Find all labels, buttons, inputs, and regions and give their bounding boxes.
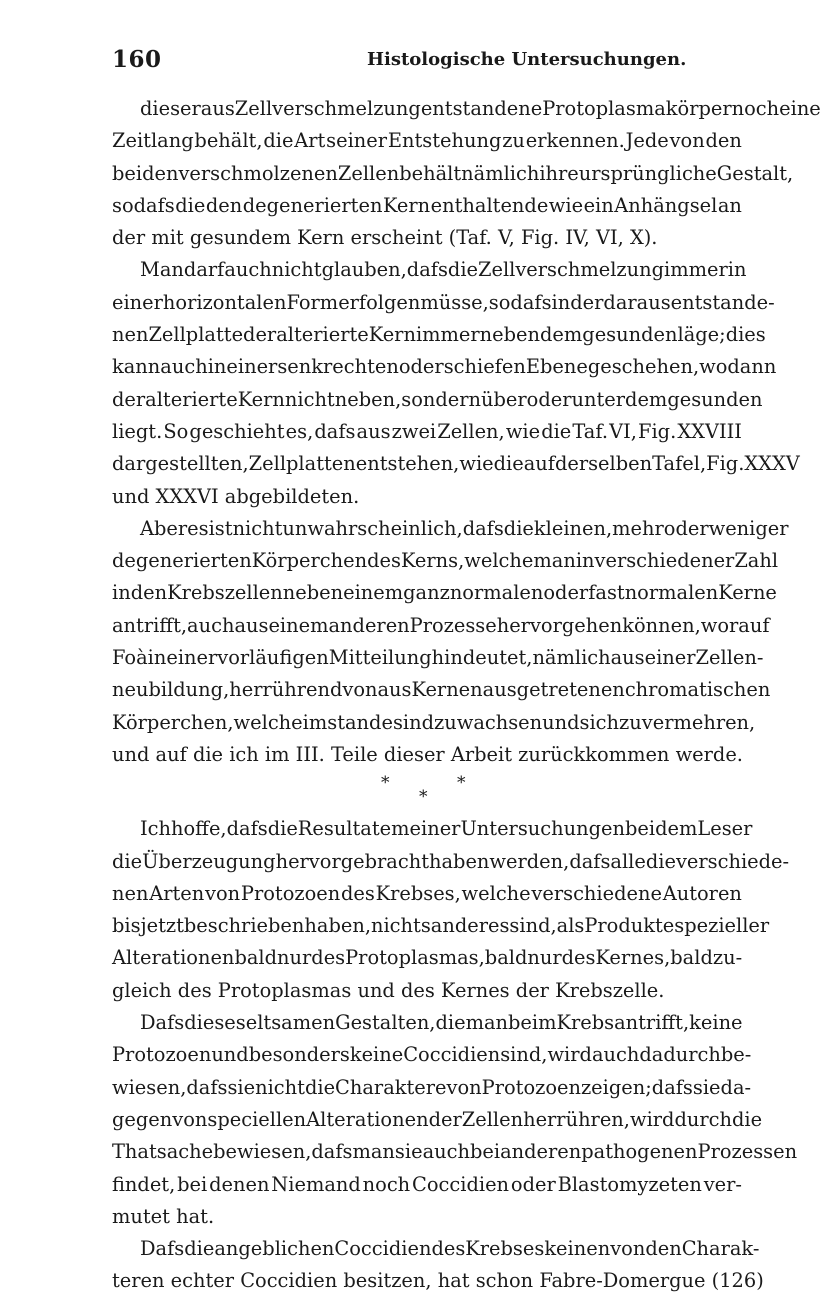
text-line: sodafs die den degenerierten Kern enthaltende wie ein Anhängsel an	[112, 193, 742, 217]
text-line: die Überzeugung hervorgebracht haben werden, dafs alle die verschiede-	[112, 849, 790, 873]
text-line: Man darf auch nicht glauben, dafs die Zellverschmelzung immer in	[140, 258, 747, 282]
asterisk-mark: *	[381, 773, 390, 794]
text-line: Zeitlang behält, die Art seiner Entstehung zu erkennen. Jede von den	[112, 129, 742, 153]
text-line: Thatsache bewiesen, dafs man sie auch bei anderen pathogenen Prozessen	[112, 1140, 798, 1164]
paragraph-1	[112, 93, 821, 254]
text-line: der mit gesundem Kern erscheint (Taf. V, Fig. IV, VI, X).	[112, 226, 658, 250]
paragraph-3	[112, 513, 789, 771]
section-separator	[112, 771, 742, 811]
text-line: teren echter Coccidien besitzen, hat schon Fabre-Domergue (126)	[112, 1269, 764, 1293]
text-line: gleich des Protoplasmas und des Kernes der Krebszelle.	[112, 978, 665, 1002]
page-number: 160	[112, 46, 162, 73]
text-line: Körperchen, welche im stande sind zu wachsen und sich zu vermehren,	[112, 710, 756, 734]
text-line: liegt. So geschieht es, dafs aus zwei Zellen, wie die Taf. VI, Fig. XXVIII	[112, 419, 742, 443]
text-line: Alterationen bald nur des Protoplasmas, bald nur des Kernes, bald zu-	[112, 946, 743, 970]
text-line: und auf die ich im III. Teile dieser Arbeit zurückkommen werde.	[112, 742, 743, 766]
text-line: bis jetzt beschrieben haben, nichts anderes sind, als Produkte spezieller	[112, 914, 770, 938]
page-body	[112, 93, 821, 1298]
text-line: Protozoen und besonders keine Coccidien sind, wird auch dadurch be-	[112, 1043, 752, 1067]
page-header	[112, 46, 732, 76]
text-line: mutet hat.	[112, 1204, 215, 1228]
text-line: antrifft, auch aus einem anderen Prozesse hervorgehen können, worauf	[112, 613, 770, 637]
text-line: nen Arten von Protozoen des Krebses, welche verschiedene Autoren	[112, 881, 742, 905]
text-line: wiesen, dafs sie nicht die Charaktere von Protozoen zeigen; dafs sie da-	[112, 1075, 752, 1099]
paragraph-4	[112, 813, 790, 1007]
text-line: nen Zellplatte der alterierte Kern immer neben dem gesunden läge; dies	[112, 323, 766, 347]
text-line: dargestellten, Zellplatten entstehen, wie die auf derselben Tafel, Fig. XXXV	[112, 452, 800, 476]
text-line: beiden verschmolzenen Zellen behält nämlich ihre ursprüngliche Gestalt,	[112, 161, 794, 185]
text-line: und XXXVI abgebildeten.	[112, 484, 360, 508]
asterisk-mark: *	[419, 787, 428, 808]
text-line: kann auch in einer senkrechten oder schiefen Ebene geschehen, wo dann	[112, 355, 777, 379]
text-line: Dafs diese seltsamen Gestalten, die man beim Krebs antrifft, keine	[140, 1011, 743, 1035]
text-line: dieser aus Zellverschmelzung entstandene Protoplasmakörper noch eine	[140, 97, 821, 120]
text-line: gegen von speciellen Alterationen der Zellen herrühren, wird durch die	[112, 1107, 763, 1131]
text-line: neubildung, herrührend von aus Kernen ausgetretenen chromatischen	[112, 678, 771, 702]
text-line: der alterierte Kern nicht neben, sondern über oder unter dem gesunden	[112, 387, 763, 411]
text-line: Aber es ist nicht unwahrscheinlich, dafs die kleinen, mehr oder weniger	[140, 516, 789, 540]
text-line: Ich hoffe, dafs die Resultate meiner Untersuchungen bei dem Leser	[140, 817, 753, 841]
text-line: findet, bei denen Niemand noch Coccidien oder Blastomyzeten ver-	[112, 1172, 742, 1196]
text-line: degenerierten Körperchen des Kerns, welche man in verschiedener Zahl	[112, 549, 779, 573]
text-line: Dafs die angeblichen Coccidien des Krebses keinen von den Charak-	[140, 1237, 760, 1261]
asterisk-mark: *	[457, 773, 466, 794]
text-line: Foà in einer vorläufigen Mitteilung hindeutet, nämlich aus einer Zellen-	[112, 646, 764, 670]
paragraph-5	[112, 1007, 798, 1233]
paragraph-2	[112, 254, 800, 512]
text-line: in den Krebszellen neben einem ganz normalen oder fast normalen Kerne	[112, 581, 777, 605]
text-line: einer horizontalen Form erfolgen müsse, sodafs in der daraus entstande-	[112, 290, 775, 314]
paragraph-6	[112, 1233, 764, 1298]
running-title: Histologische Untersuchungen.	[367, 49, 687, 70]
